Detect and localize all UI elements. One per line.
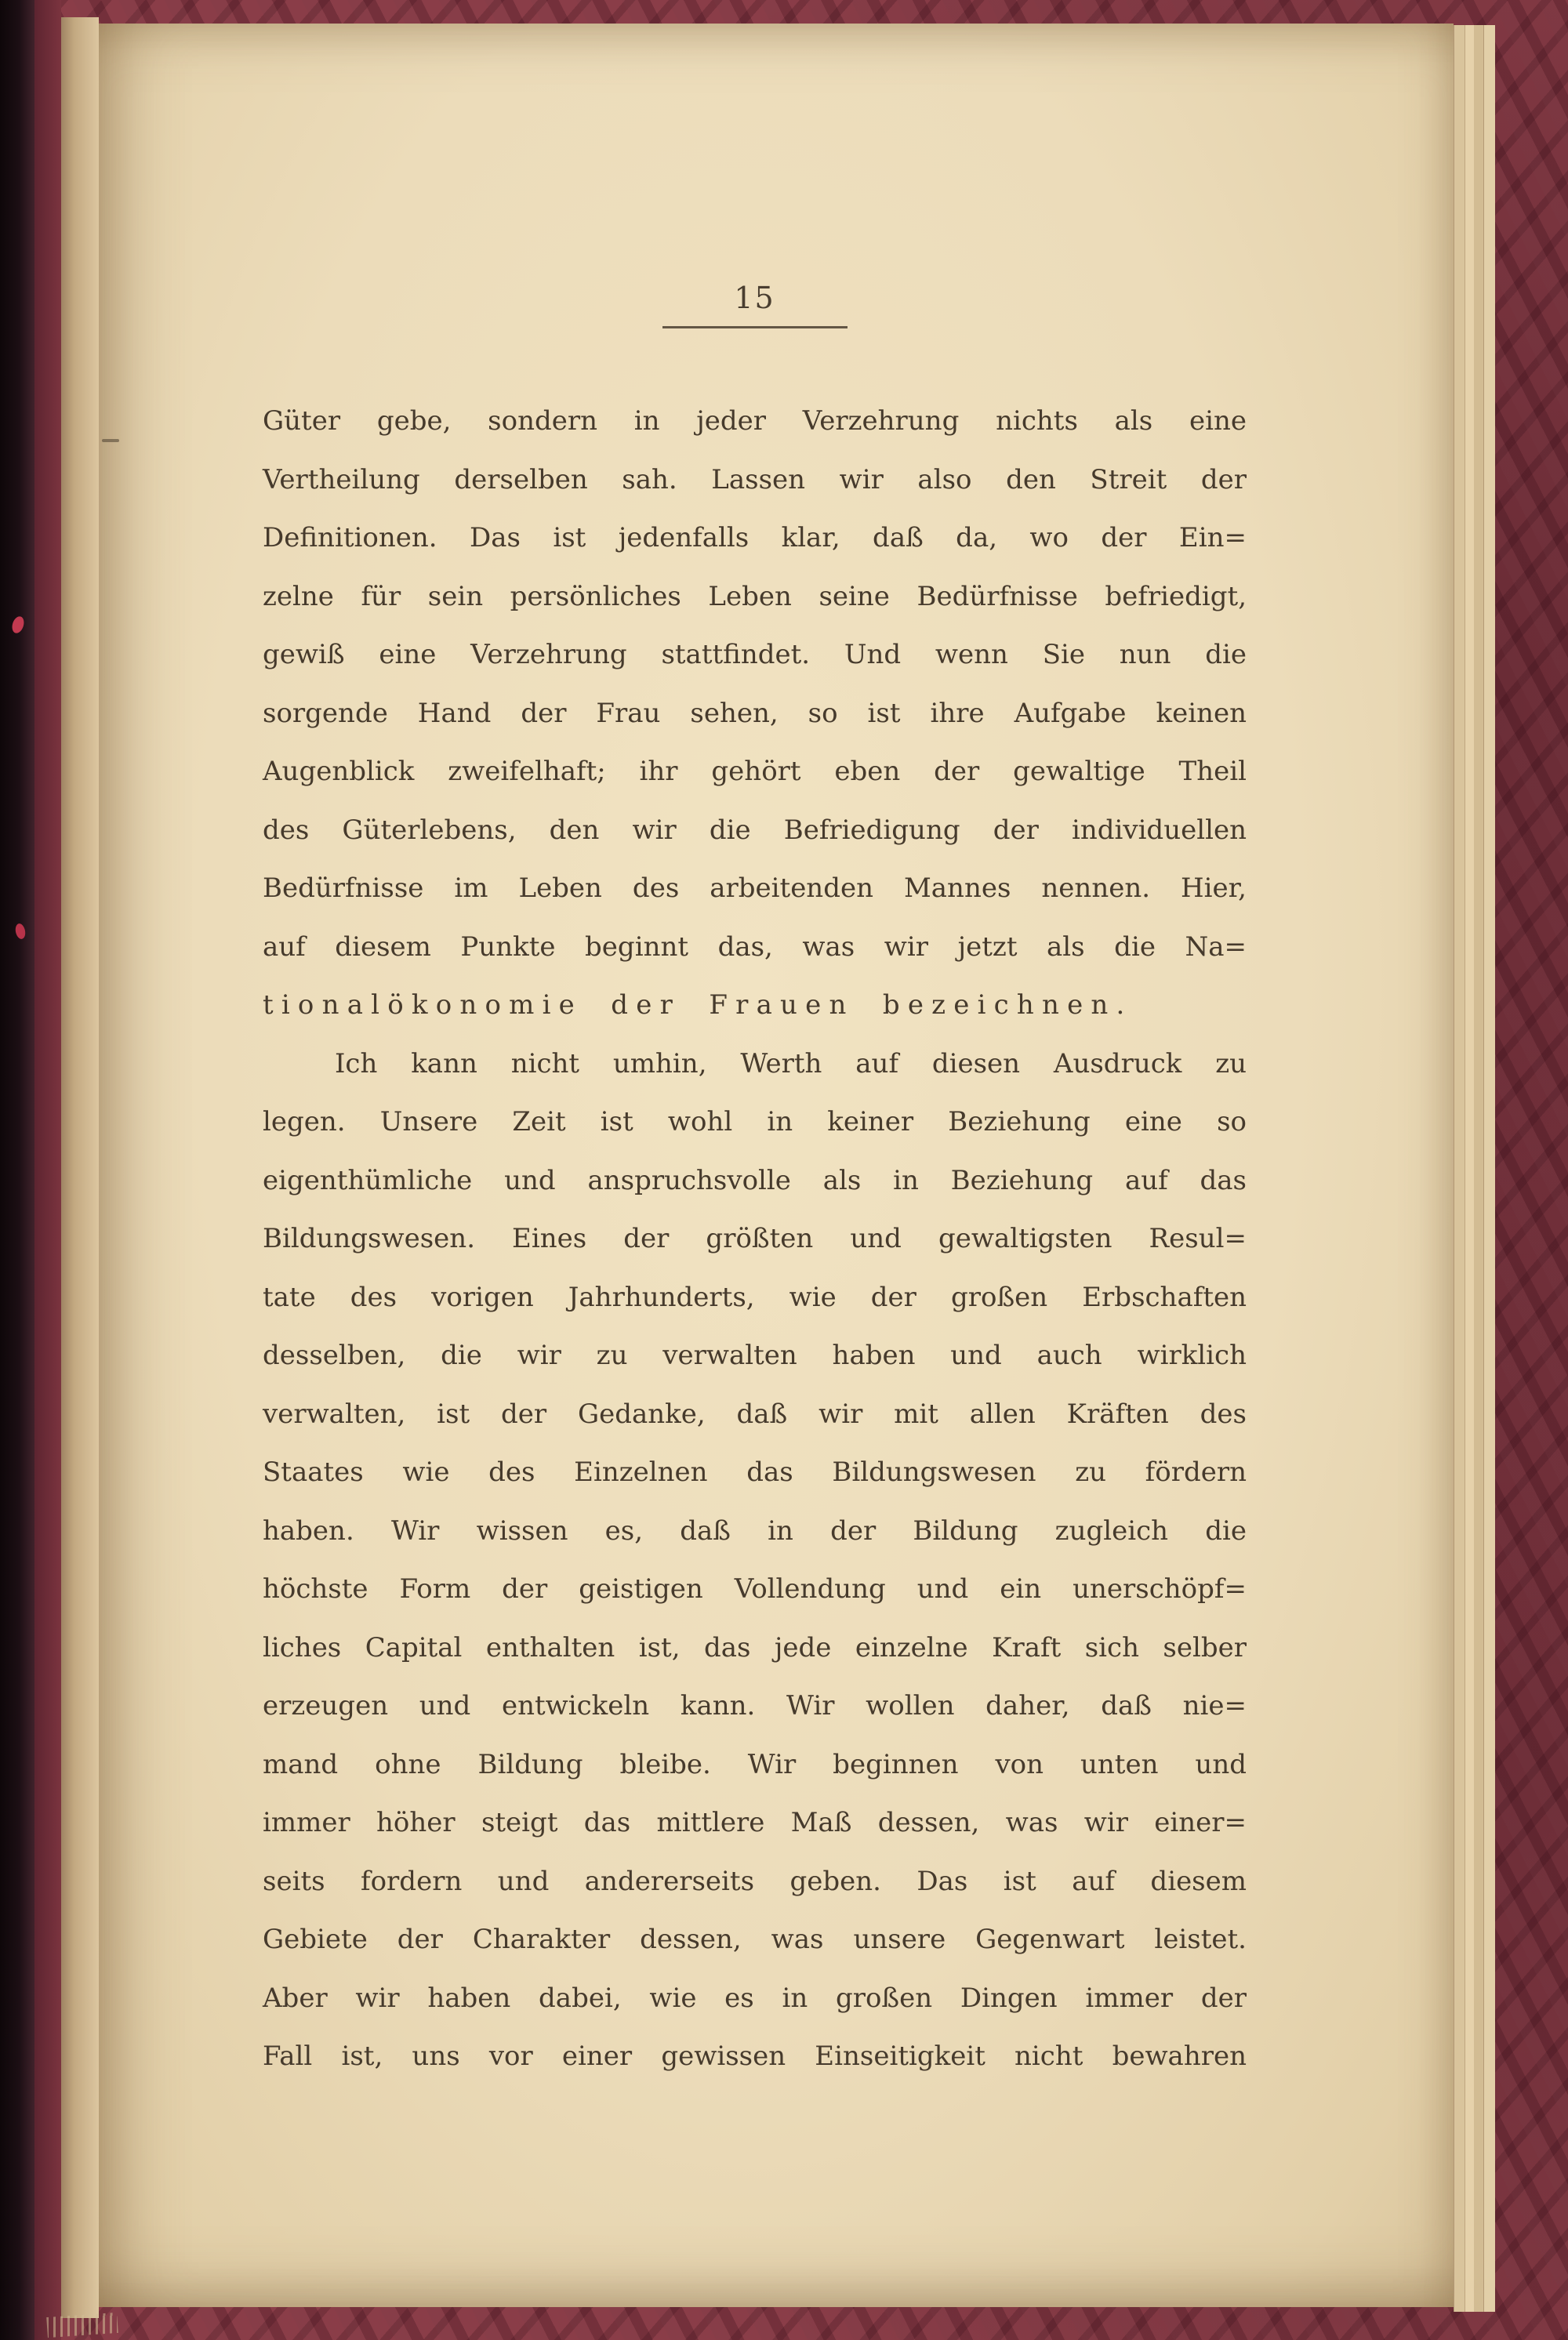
- text-line: Güter gebe, sondern in jeder Verzehrung nichts als eine: [263, 405, 1247, 437]
- edge-strip: [1483, 25, 1495, 2312]
- text-line: des Güterlebens, den wir die Befriedigung der individuellen: [263, 814, 1247, 846]
- text-line: tate des vorigen Jahrhunderts, wie der großen Erbschaften: [263, 1281, 1247, 1313]
- text-line: Bedürfnisse im Leben des arbeitenden Mannes nennen. Hier,: [263, 873, 1247, 904]
- page-edges: [1454, 25, 1494, 2312]
- text-line: legen. Unsere Zeit ist wohl in keiner Beziehung eine so: [263, 1106, 1247, 1137]
- text-line: immer höher steigt das mittlere Maß dessen, was wir einer=: [263, 1807, 1247, 1838]
- text-line: tionalökonomie der Frauen bezeichnen.: [263, 989, 1133, 1021]
- text-line: höchste Form der geistigen Vollendung und ein unerschöpf=: [263, 1573, 1247, 1605]
- page-number: 15: [734, 281, 775, 315]
- page-header: [263, 281, 1247, 328]
- book-spine-inner: [34, 0, 61, 2340]
- text-line: sorgende Hand der Frau sehen, so ist ihre Aufgabe keinen: [263, 697, 1247, 729]
- text-line: Staates wie des Einzelnen das Bildungswesen zu fördern: [263, 1457, 1247, 1488]
- edge-strip: [1474, 25, 1483, 2312]
- text-line: Bildungswesen. Eines der größten und gewaltigsten Resul=: [263, 1223, 1247, 1254]
- text-line: Aber wir haben dabei, wie es in großen Dingen immer der: [263, 1982, 1247, 2014]
- text-line: Vertheilung derselben sah. Lassen wir also den Streit der: [263, 463, 1247, 495]
- stray-mark: [102, 439, 119, 442]
- text-line: zelne für sein persönliches Leben seine Bedürfnisse befriedigt,: [263, 580, 1247, 612]
- text-line: Definitionen. Das ist jedenfalls klar, daß da, wo der Ein=: [263, 522, 1247, 553]
- text-line: Gebiete der Charakter dessen, was unsere Gegenwart leistet.: [263, 1924, 1247, 1955]
- text-line: Ich kann nicht umhin, Werth auf diesen Ausdruck zu: [335, 1047, 1247, 1079]
- book-spine-edge: [0, 0, 34, 2340]
- text-line: auf diesem Punkte beginnt das, was wir jetzt als die Na=: [263, 931, 1247, 963]
- text-line: haben. Wir wissen es, daß in der Bildung zugleich die: [263, 1515, 1247, 1547]
- page-number-rule: [662, 326, 848, 328]
- text-line: mand ohne Bildung bleibe. Wir beginnen von unten und: [263, 1748, 1247, 1780]
- text-line: Fall ist, uns vor einer gewissen Einseitigkeit nicht bewahren: [263, 2041, 1247, 2072]
- text-line: Augenblick zweifelhaft; ihr gehört eben der gewaltige Theil: [263, 756, 1247, 787]
- text-line: gewiß eine Verzehrung stattfindet. Und wenn Sie nun die: [263, 639, 1247, 670]
- text-block: [263, 392, 1247, 2086]
- page-gutter: [61, 17, 99, 2318]
- text-line: erzeugen und entwickeln kann. Wir wollen daher, daß nie=: [263, 1690, 1247, 1721]
- text-line: eigenthümliche und anspruchsvolle als in Beziehung auf das: [263, 1164, 1247, 1196]
- text-line: desselben, die wir zu verwalten haben und auch wirklich: [263, 1340, 1247, 1371]
- text-line: seits fordern und andererseits geben. Das ist auf diesem: [263, 1865, 1247, 1897]
- text-line: verwalten, ist der Gedanke, daß wir mit allen Kräften des: [263, 1398, 1247, 1430]
- edge-strip: [1454, 25, 1465, 2312]
- text-line: liches Capital enthalten ist, das jede einzelne Kraft sich selber: [263, 1631, 1247, 1663]
